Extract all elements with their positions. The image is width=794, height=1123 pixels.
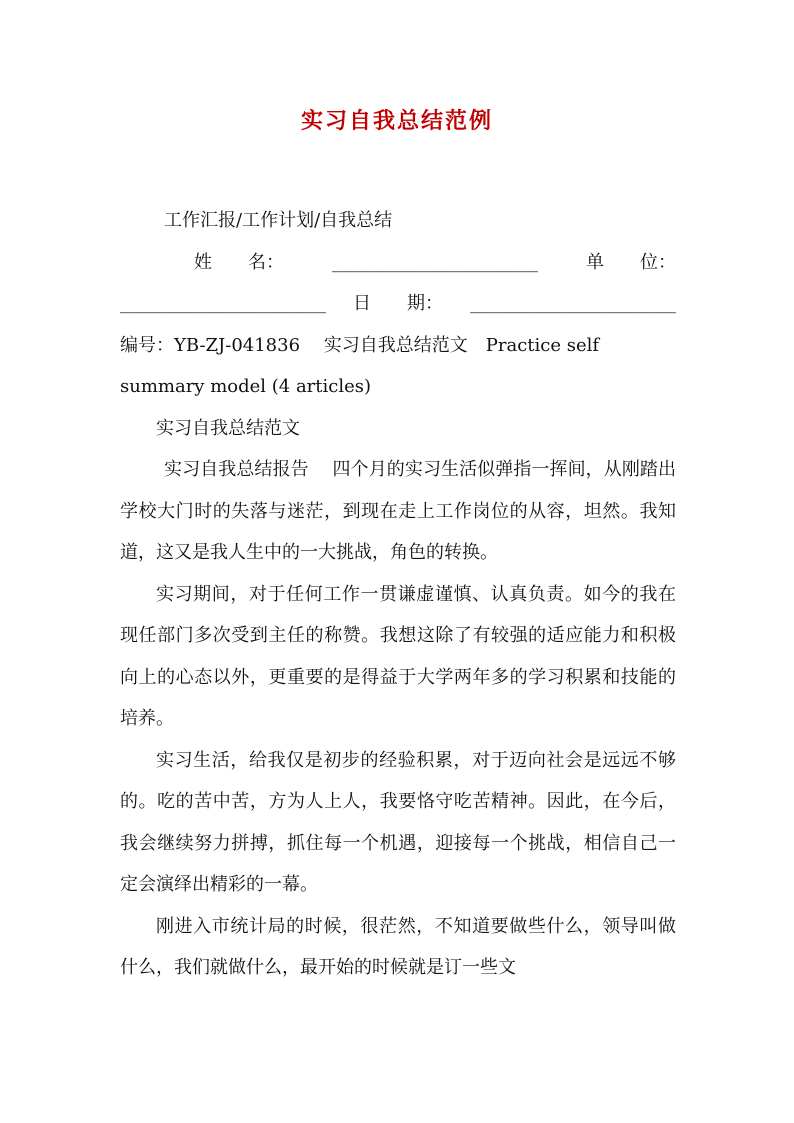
- document-title: 实习自我总结范例: [300, 108, 493, 134]
- date-blank: ___________________: [470, 293, 676, 314]
- unit-blank: ___________________: [120, 293, 326, 314]
- name-unit-row: [120, 242, 676, 284]
- subtitle: 实习自我总结范文: [156, 417, 300, 439]
- name-blank: ___________________: [332, 251, 538, 273]
- category-line: 工作汇报/工作计划/自我总结: [164, 210, 393, 231]
- unit-label: 单 位：: [586, 251, 676, 273]
- date-label: 日 期：: [353, 293, 443, 314]
- paragraph-3: 实习生活，给我仅是初步的经验积累，对于迈向社会是远远不够的。吃的苦中苦，方为人上人，我要恪守吃苦精神。因此，在今后，我会继续努力拼搏，抓住每一个机遇，迎接每一个挑战，相信自己一定会演绎出精彩的一幕。: [120, 749, 676, 895]
- paragraph-2: 实习期间，对于任何工作一贯谦虚谨慎、认真负责。如今的我在现任部门多次受到主任的称赞。我想这除了有较强的适应能力和积极向上的心态以外，更重要的是得益于大学两年多的学习积累和技能的培养。: [120, 583, 676, 729]
- code-line-2: summary model (4 articles): [120, 376, 372, 397]
- document-body: [120, 200, 676, 989]
- code-line-1: 编号：YB-ZJ-041836 实习自我总结范文 Practice self: [120, 334, 600, 356]
- name-label: 姓 名：: [194, 251, 284, 273]
- paragraph-1: 实习自我总结报告 四个月的实习生活似弹指一挥间，从刚踏出学校大门时的失落与迷茫，到现在走上工作岗位的从容，坦然。我知道，这又是我人生中的一大挑战，角色的转换。: [120, 459, 676, 563]
- paragraph-4: 刚进入市统计局的时候，很茫然，不知道要做些什么，领导叫做什么，我们就做什么，最开始的时候就是订一些文: [120, 915, 676, 978]
- unit-date-row: [120, 283, 676, 325]
